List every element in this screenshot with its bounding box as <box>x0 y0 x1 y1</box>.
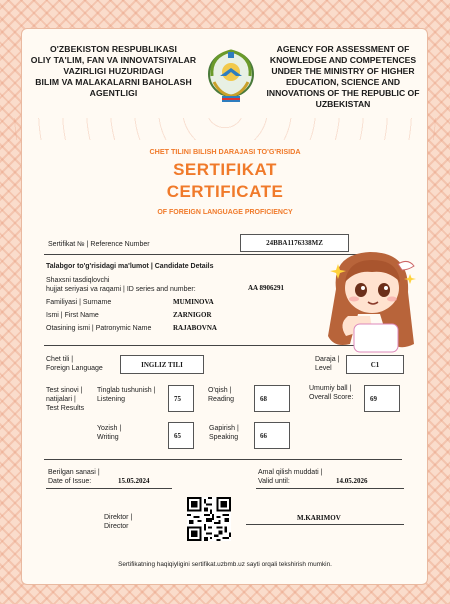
issue-date-label: Berilgan sanasi | Date of Issue: <box>48 469 100 485</box>
signature-line <box>246 524 404 525</box>
decorative-wave <box>0 118 450 140</box>
speaking-label-uz: Gapirish <box>209 425 236 432</box>
valid-until-underline <box>256 488 404 489</box>
title-en: CERTIFICATE <box>166 182 284 201</box>
header-right-line: KNOWLEDGE AND COMPETENCES <box>269 55 417 65</box>
header-left-line: OLIY TA'LIM, FAN VA INNOVATSIYALAR <box>30 55 197 65</box>
reference-number: 24BBA1176338MZ <box>240 234 349 252</box>
speaking-label-en: Speaking <box>209 434 239 441</box>
surname-label: Familiyasi | Surname <box>46 299 112 306</box>
patronymic-value: RAJABOVNA <box>173 324 217 332</box>
director-label-uz: Direktor <box>104 514 129 521</box>
id-value: AA 8906291 <box>248 284 284 292</box>
header-left-line: AGENTLIGI <box>89 88 138 98</box>
listening-label-en: Listening <box>97 396 126 403</box>
valid-until-label-en: Valid until: <box>258 478 290 485</box>
results-label: Test sinovi | natijalari | Test Results <box>46 387 85 412</box>
valid-until-value: 14.05.2026 <box>336 477 368 485</box>
header-right-line: UNDER THE MINISTRY OF HIGHER <box>271 66 415 76</box>
qr-code-icon <box>187 497 231 541</box>
header-right-line: AGENCY FOR ASSESSMENT OF <box>276 44 410 54</box>
surname-label-en: Surname <box>82 299 112 306</box>
level-label-uz: Daraja <box>315 356 336 363</box>
firstname-label: Ismi | First Name <box>46 312 99 319</box>
valid-until-label-uz: Amal qilish muddati <box>258 469 319 476</box>
overall-label-en: Overall Score: <box>309 394 354 401</box>
results-label-uz-2: natijalari <box>46 396 73 403</box>
level-value: C1 <box>346 355 404 374</box>
speaking-label: Gapirish | Speaking <box>209 425 239 441</box>
reading-score: 68 <box>254 385 290 412</box>
results-label-en: Test Results <box>46 405 85 412</box>
level-label-en: Level <box>315 365 332 372</box>
firstname-value: ZARNIGOR <box>173 311 212 319</box>
writing-label-en: Writing <box>97 434 119 441</box>
writing-label: Yozish | Writing <box>97 425 122 441</box>
reading-label-uz: O'qish <box>208 387 228 394</box>
firstname-label-en: First Name <box>64 312 99 319</box>
director-label: Direktor | Director <box>104 514 133 530</box>
id-label-1: Shaxsni tasdiqlovchi <box>46 277 110 284</box>
language-label-uz: Chet tili <box>46 356 70 363</box>
listening-score: 75 <box>168 385 194 412</box>
state-emblem-icon <box>206 46 256 106</box>
writing-label-uz: Yozish <box>97 425 118 432</box>
language-label: Chet tili | Foreign Language <box>46 356 103 372</box>
patronymic-label: Otasining ismi | Patronymic Name <box>46 325 152 332</box>
language-value: INGLIZ TILI <box>120 355 204 374</box>
issue-date-label-en: Date of Issue: <box>48 478 92 485</box>
subtitle-en: OF FOREIGN LANGUAGE PROFICIENCY <box>157 209 293 216</box>
id-label-uz: hujjat seriyasi va raqami <box>46 286 122 293</box>
candidate-section-label: Talabgor to'g'risidagi ma'lumot | Candidate Details <box>46 263 214 270</box>
director-name: M.KARIMOV <box>297 514 341 522</box>
overall-label: Umumiy ball | Overall Score: <box>309 385 354 401</box>
results-label-uz-1: Test sinovi <box>46 387 79 394</box>
reading-label-en: Reading <box>208 396 235 403</box>
divider <box>44 459 402 460</box>
listening-label-uz: Tinglab tushunish <box>97 387 152 394</box>
surname-label-uz: Familiyasi <box>46 299 78 306</box>
language-label-en: Foreign Language <box>46 365 103 372</box>
overall-score: 69 <box>364 385 400 412</box>
title-uz: SERTIFIKAT <box>173 160 277 179</box>
verification-note: Sertifikatning haqiqiyligini sertifikat.uzbmb.uz sayti orqali tekshirish mumkin. <box>118 561 332 568</box>
divider <box>44 254 362 255</box>
reference-label: Sertifikat № | Reference Number <box>48 241 150 248</box>
subtitle-uz: CHET TILINI BILISH DARAJASI TO'G'RISIDA <box>149 147 301 156</box>
issue-date-underline <box>46 488 172 489</box>
header-right-line: EDUCATION, SCIENCE AND <box>285 77 401 87</box>
writing-score: 65 <box>168 422 194 449</box>
patronymic-label-en: Patronymic Name <box>95 325 152 332</box>
listening-label: Tinglab tushunish | Listening <box>97 387 156 403</box>
firstname-label-uz: Ismi <box>46 312 59 319</box>
issue-date-label-uz: Berilgan sanasi <box>48 469 96 476</box>
candidate-section-label-en: Candidate Details <box>154 263 214 270</box>
header-left-line: VAZIRLIGI HUZURIDAGI <box>63 66 164 76</box>
issue-date-value: 15.05.2024 <box>118 477 150 485</box>
id-label-en: ID series and number: <box>126 286 196 293</box>
candidate-section-label-uz: Talabgor to'g'risidagi ma'lumot <box>46 263 149 270</box>
header-right-line: INNOVATIONS OF THE REPUBLIC OF <box>266 88 420 98</box>
surname-value: MUMINOVA <box>173 298 214 306</box>
overall-label-uz: Umumiy ball <box>309 385 348 392</box>
reference-label-uz: Sertifikat № <box>48 241 85 248</box>
header-left-line: O'ZBEKISTON RESPUBLIKASI <box>50 44 177 54</box>
level-label: Daraja | Level <box>315 356 340 372</box>
speaking-score: 66 <box>254 422 290 449</box>
header-right-text <box>262 44 424 110</box>
header-left-line: BILIM VA MALAKALARNI BAHOLASH <box>35 77 192 87</box>
header-left-text <box>26 44 201 99</box>
valid-until-label: Amal qilish muddati | Valid until: <box>258 469 323 485</box>
anime-girl-sticker <box>318 244 426 354</box>
director-label-en: Director <box>104 523 129 530</box>
header-right-line: UZBEKISTAN <box>315 99 371 109</box>
reading-label: O'qish | Reading <box>208 387 235 403</box>
patronymic-label-uz: Otasining ismi <box>46 325 90 332</box>
id-label: hujjat seriyasi va raqami | ID series and number: <box>46 286 196 293</box>
reference-label-en: Reference Number <box>90 241 150 248</box>
